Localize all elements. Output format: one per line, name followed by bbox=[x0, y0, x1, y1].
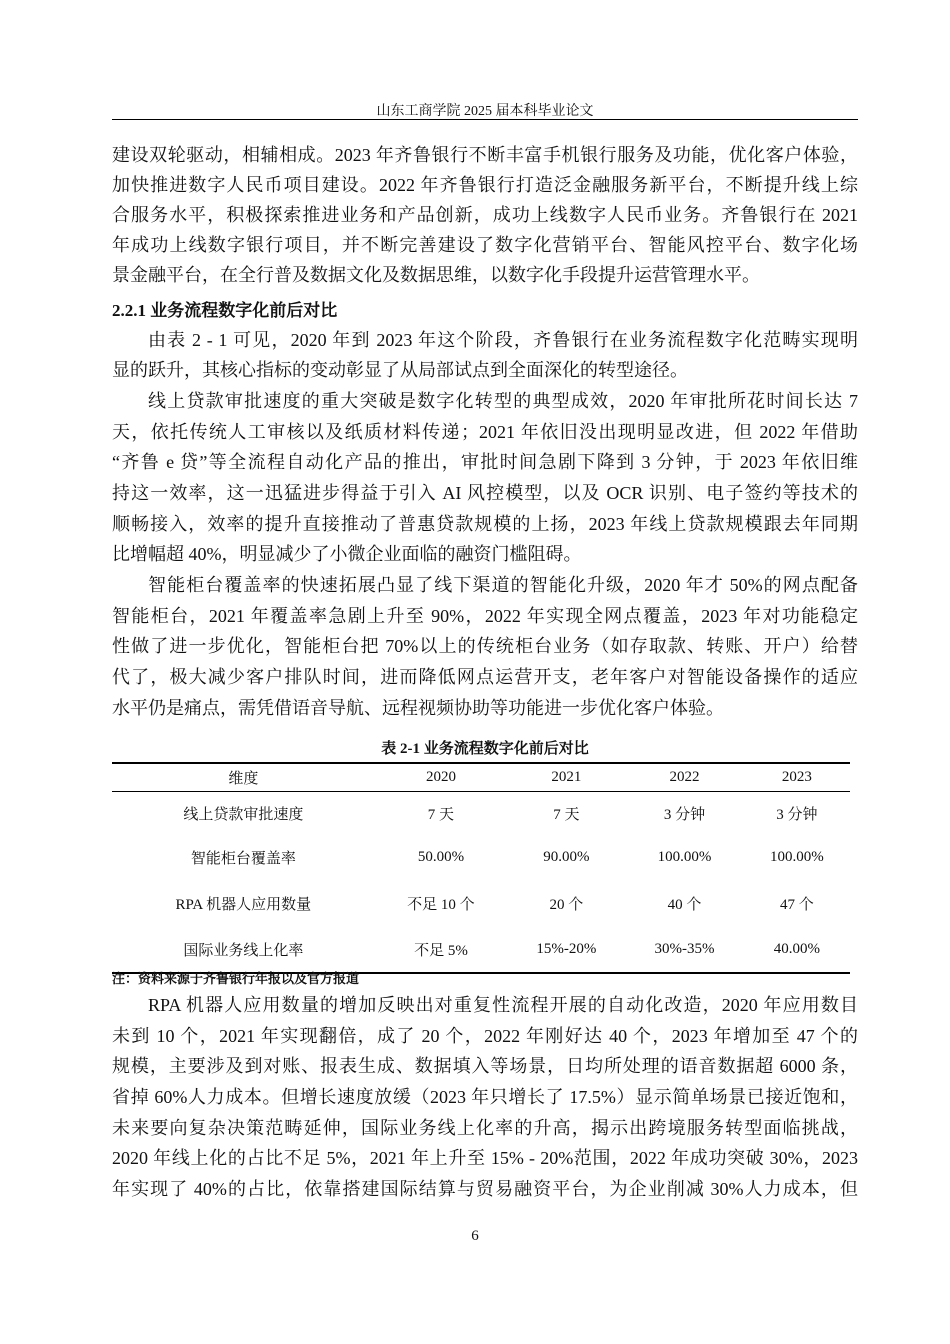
para5-line: 省掉 60%人力成本。但增长速度放缓（2023 年只增长了 17.5%）显示简单场景已接近饱和， bbox=[112, 1087, 858, 1107]
table-cell: 15%-20% bbox=[536, 940, 597, 957]
table-cell: 100.00% bbox=[657, 848, 712, 865]
page-number: 6 bbox=[471, 1228, 479, 1244]
para4-line: 性做了进一步优化，智能柜台把 70%以上的传统柜台业务（如存取款、转账、开户）给替 bbox=[112, 636, 858, 656]
table-cell: 90.00% bbox=[543, 848, 590, 865]
column-header: 维度 bbox=[228, 771, 259, 787]
table-cell: 7 天 bbox=[427, 806, 455, 823]
table-cell: 不足 10 个 bbox=[407, 896, 475, 913]
para5-line: RPA 机器人应用数量的增加反映出对重复性流程开展的自动化改造，2020 年应用数目 bbox=[148, 995, 858, 1015]
para1-line: 合服务水平，积极探索推进业务和产品创新，成功上线数字人民币业务。齐鲁银行在 2021 bbox=[112, 205, 858, 225]
header-rule bbox=[112, 119, 858, 120]
column-header: 2021 bbox=[551, 769, 582, 785]
para1-line: 建设双轮驱动，相辅相成。2023 年齐鲁银行不断丰富手机银行服务及功能，优化客户体验， bbox=[112, 145, 858, 165]
table-caption: 表 2-1 业务流程数字化前后对比 bbox=[381, 741, 589, 757]
table-cell: 智能柜台覆盖率 bbox=[190, 850, 296, 867]
table-cell: 47 个 bbox=[779, 896, 814, 913]
para5-line: 2020 年线上化的占比不足 5%，2021 年上升至 15% - 20%范围，2022 年成功突破 30%，2023 bbox=[112, 1148, 858, 1168]
column-header: 2022 bbox=[669, 769, 700, 785]
table-row bbox=[112, 834, 850, 880]
table-row bbox=[112, 792, 850, 835]
column-header: 2020 bbox=[425, 769, 456, 785]
para1-line: 年成功上线数字银行项目，并不断完善建设了数字化营销平台、智能风控平台、数字化场 bbox=[112, 235, 858, 255]
para3-line: 持这一效率，这一迅猛进步得益于引入 AI 风控模型，以及 OCR 识别、电子签约等技术的 bbox=[112, 483, 858, 503]
para5-line: 未来要向复杂决策范畴延伸，国际业务线上化率的升高，揭示出跨境服务转型面临挑战， bbox=[112, 1118, 858, 1138]
para2-line: 显的跃升，其核心指标的变动彰显了从局部试点到全面深化的转型途径。 bbox=[112, 360, 688, 380]
table-cell: 30%-35% bbox=[654, 940, 715, 957]
para3-line: 线上贷款审批速度的重大突破是数字化转型的典型成效，2020 年审批所花时间长达 7 bbox=[148, 391, 858, 411]
table-note: 注：资料来源于齐鲁银行年报以及官方报道 bbox=[112, 972, 360, 987]
para3-line: 顺畅接入，效率的提升直接推动了普惠贷款规模的上扬，2023 年线上贷款规模跟去年同期 bbox=[112, 514, 858, 534]
table-cell: 国际业务线上化率 bbox=[183, 942, 304, 959]
table-cell: 20 个 bbox=[549, 896, 584, 913]
table-header-row bbox=[112, 763, 850, 792]
para4-line: 智能柜台，2021 年覆盖率急剧上升至 90%，2022 年实现全网点覆盖，2023 年对功能稳定 bbox=[112, 606, 858, 626]
para3-line: 天，依托传统人工审核以及纸质材料传递；2021 年依旧没出现明显改进，但 2022 年借助 bbox=[112, 422, 858, 442]
column-header: 2023 bbox=[781, 769, 812, 785]
para1-line: 加快推进数字人民币项目建设。2022 年齐鲁银行打造泛金融服务新平台，不断提升线上综 bbox=[112, 175, 858, 195]
para4-line: 智能柜台覆盖率的快速拓展凸显了线下渠道的智能化升级，2020 年才 50%的网点配备 bbox=[148, 575, 858, 595]
para4-line: 代了，极大减少客户排队时间，进而降低网点运营开支，老年客户对智能设备操作的适应 bbox=[112, 667, 858, 687]
table-cell: 3 分钟 bbox=[663, 806, 706, 823]
table-cell: RPA 机器人应用数量 bbox=[175, 896, 312, 913]
table-cell: 50.00% bbox=[417, 848, 465, 865]
table-cell: 100.00% bbox=[769, 848, 824, 865]
para3-line: 比增幅超 40%，明显减少了小微企业面临的融资门槛阻碍。 bbox=[112, 544, 582, 564]
para5-line: 规模，主要涉及到对账、报表生成、数据填入等场景，日均所处理的语音数据超 6000 条， bbox=[112, 1056, 858, 1076]
para2-line: 由表 2 - 1 可见，2020 年到 2023 年这个阶段，齐鲁银行在业务流程数字化范畴实现明 bbox=[148, 330, 858, 350]
table-cell: 40.00% bbox=[773, 940, 820, 957]
section-heading: 2.2.1 业务流程数字化前后对比 bbox=[112, 301, 338, 320]
table-cell: 不足 5% bbox=[414, 942, 468, 959]
para5-line: 年实现了 40%的占比，依靠搭建国际结算与贸易融资平台，为企业削减 30%人力成本，但 bbox=[112, 1179, 858, 1199]
para4-line: 水平仍是痛点，需凭借语音导航、远程视频协助等功能进一步优化客户体验。 bbox=[112, 698, 724, 718]
table-cell: 3 分钟 bbox=[776, 806, 818, 823]
para3-line: “齐鲁 e 贷”等全流程自动化产品的推出，审批时间急剧下降到 3 分钟，于 2023 年依旧维 bbox=[112, 452, 858, 472]
table-row bbox=[112, 880, 850, 926]
para5-line: 未到 10 个，2021 年实现翻倍，成了 20 个，2022 年刚好达 40 个，2023 年增加至 47 个的 bbox=[112, 1026, 858, 1046]
running-header: 山东工商学院 2025 届本科毕业论文 bbox=[376, 104, 594, 119]
table-row bbox=[112, 926, 850, 973]
table-cell: 7 天 bbox=[553, 806, 580, 823]
table-cell: 40 个 bbox=[667, 896, 702, 913]
comparison-table bbox=[112, 762, 850, 974]
table-cell: 线上贷款审批速度 bbox=[183, 806, 304, 823]
para1-line: 景金融平台，在全行普及数据文化及数据思维，以数字化手段提升运营管理水平。 bbox=[112, 265, 760, 285]
